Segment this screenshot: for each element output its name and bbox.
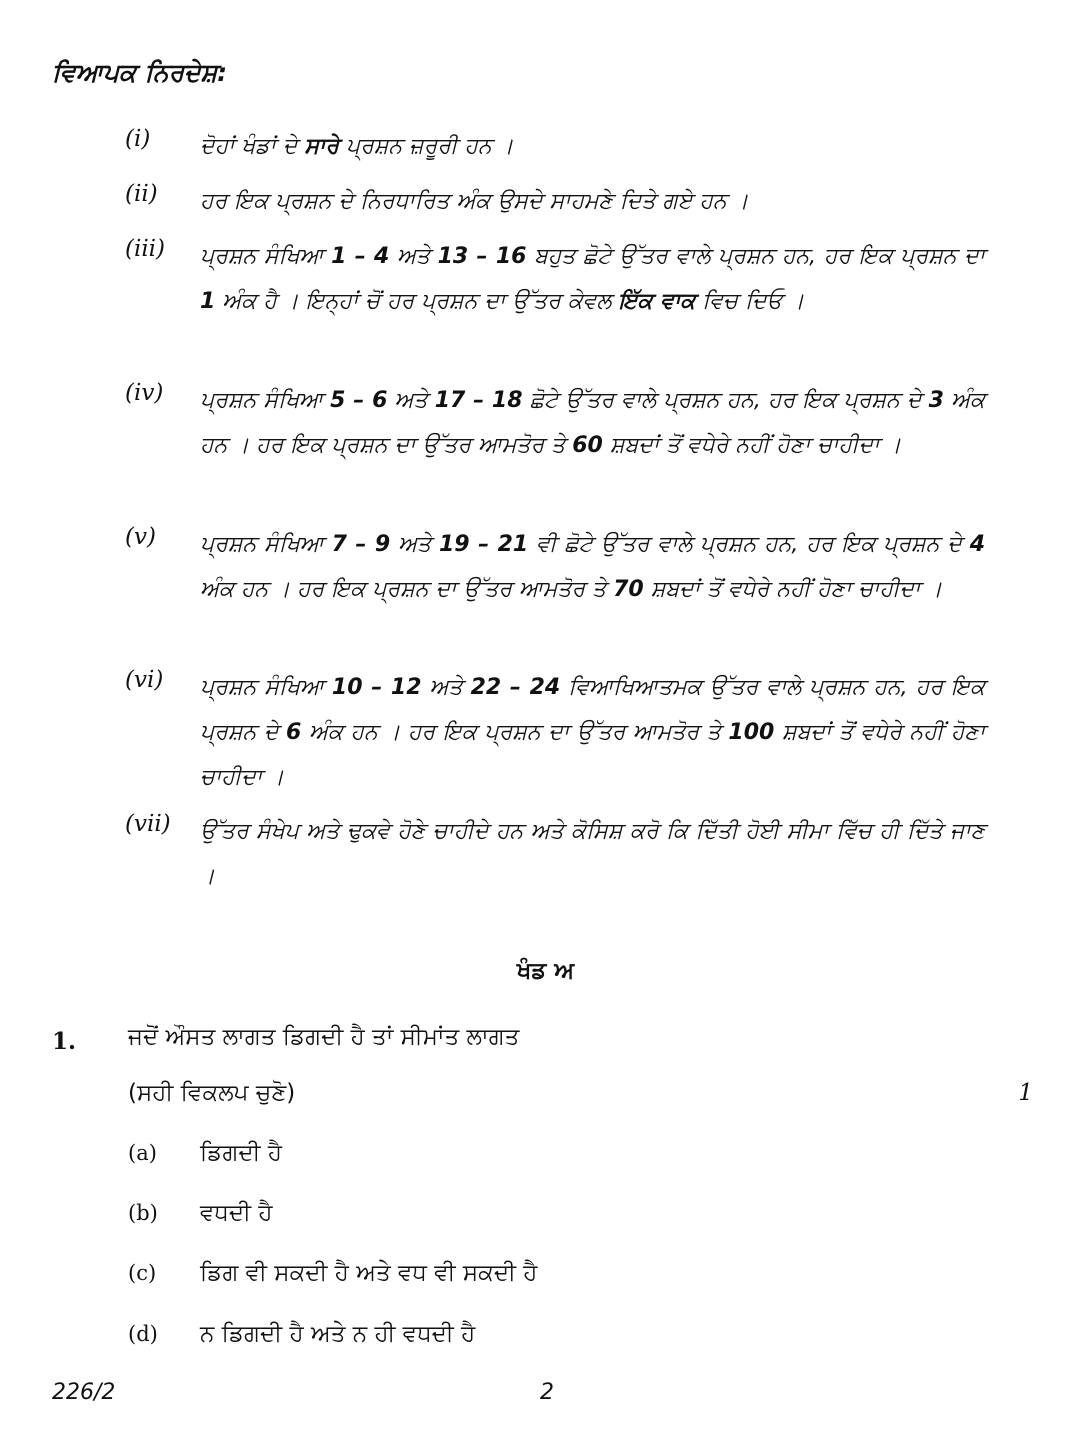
item-number: (iii)	[125, 236, 166, 262]
instruction-item	[125, 522, 985, 612]
option-text: ਡਿਗ ਵੀ ਸਕਦੀ ਹੈ ਅਤੇ ਵਧ ਵੀ ਸਕਦੀ ਹੈ	[200, 1260, 538, 1286]
item-text: ਪ੍ਰਸ਼ਨ ਸੰਖਿਆ 5 – 6 ਅਤੇ 17 – 18 ਛੋਟੇ ਉੱਤਰ ਵਾਲੇ ਪ੍ਰਸ਼ਨ ਹਨ, ਹਰ ਇਕ ਪ੍ਰਸ਼ਨ ਦੇ 3 ਅੰਕ ਹਨ । ਹਰ ਇਕ ਪ੍ਰਸ਼ਨ ਦਾ ਉੱਤਰ ਆਮਤੋਰ ਤੇ 60 ਸ਼ਬਦਾਂ ਤੋਂ ਵਧੇਰੇ ਨਹੀਂ ਹੋਣਾ ਚਾਹੀਦਾ ।	[200, 388, 985, 458]
question-number: 1.	[52, 1028, 77, 1055]
item-text: ਉੱਤਰ ਸੰਖੇਪ ਅਤੇ ਢੁਕਵੇ ਹੋਣੇ ਚਾਹੀਦੇ ਹਨ ਅਤੇ ਕੋਸਿਸ਼ ਕਰੋ ਕਿ ਦਿੱਤੀ ਹੋਈ ਸੀਮਾ ਵਿੱਚ ਹੀ ਦਿੱਤੇ ਜਾਣ ।	[200, 819, 985, 889]
option-text: ਵਧਦੀ ਹੈ	[200, 1200, 273, 1226]
instruction-item	[125, 179, 985, 224]
instruction-item	[125, 378, 985, 468]
instruction-item	[125, 234, 985, 324]
paper-code: 226/2	[52, 1380, 116, 1405]
option-label: (b)	[128, 1201, 158, 1225]
item-text: ਪ੍ਰਸ਼ਨ ਸੰਖਿਆ 10 – 12 ਅਤੇ 22 – 24 ਵਿਆਖਿਆਤਮਕ ਉੱਤਰ ਵਾਲੇ ਪ੍ਰਸ਼ਨ ਹਨ, ਹਰ ਇਕ ਪ੍ਰਸ਼ਨ ਦੇ 6 ਅੰਕ ਹਨ । ਹਰ ਇਕ ਪ੍ਰਸ਼ਨ ਦਾ ਉੱਤਰ ਆਮਤੋਰ ਤੇ 100 ਸ਼ਬਦਾਂ ਤੋਂ ਵਧੇਰੇ ਨਹੀਂ ਹੋਣਾ ਚਾਹੀਦਾ ।	[200, 675, 985, 790]
option-text: ਡਿਗਦੀ ਹੈ	[200, 1140, 282, 1166]
option-label: (c)	[128, 1261, 157, 1285]
instruction-item	[125, 665, 985, 800]
item-number: (vi)	[125, 667, 164, 693]
question-text: ਜਦੋਂ ਔਸਤ ਲਾਗਤ ਡਿਗਦੀ ਹੈ ਤਾਂ ਸੀਮਾਂਤ ਲਾਗਤ	[128, 1024, 520, 1050]
option-label: (d)	[128, 1322, 158, 1346]
question-marks: 1	[1018, 1080, 1033, 1106]
option-text: ਨ ਡਿਗਦੀ ਹੈ ਅਤੇ ਨ ਹੀ ਵਧਦੀ ਹੈ	[200, 1321, 476, 1347]
item-text: ਪ੍ਰਸ਼ਨ ਸੰਖਿਆ 7 – 9 ਅਤੇ 19 – 21 ਵੀ ਛੋਟੇ ਉੱਤਰ ਵਾਲੇ ਪ੍ਰਸ਼ਨ ਹਨ, ਹਰ ਇਕ ਪ੍ਰਸ਼ਨ ਦੇ 4 ਅੰਕ ਹਨ । ਹਰ ਇਕ ਪ੍ਰਸ਼ਨ ਦਾ ਉੱਤਰ ਆਮਤੋਰ ਤੇ 70 ਸ਼ਬਦਾਂ ਤੋਂ ਵਧੇਰੇ ਨਹੀਂ ਹੋਣਾ ਚਾਹੀਦਾ ।	[200, 532, 985, 602]
page-number: 2	[540, 1380, 554, 1405]
option-a	[128, 1140, 282, 1166]
option-c	[128, 1260, 537, 1286]
section-title: ਖੰਡ ਅ	[516, 958, 575, 984]
question-instruction: (ਸਹੀ ਵਿਕਲਪ ਚੁਣੋ)	[128, 1080, 296, 1106]
instructions-heading: ਵਿਆਪਕ ਨਿਰਦੇਸ਼:	[52, 58, 228, 87]
item-number: (ii)	[125, 181, 158, 207]
item-number: (i)	[125, 126, 151, 152]
instruction-item	[125, 809, 985, 899]
item-number: (iv)	[125, 380, 164, 406]
item-text: ਪ੍ਰਸ਼ਨ ਸੰਖਿਆ 1 – 4 ਅਤੇ 13 – 16 ਬਹੁਤ ਛੋਟੇ ਉੱਤਰ ਵਾਲੇ ਪ੍ਰਸ਼ਨ ਹਨ, ਹਰ ਇਕ ਪ੍ਰਸ਼ਨ ਦਾ 1 ਅੰਕ ਹੈ । ਇਨ੍ਹਾਂ ਚੋਂ ਹਰ ਪ੍ਰਸ਼ਨ ਦਾ ਉੱਤਰ ਕੇਵਲ ਇੱਕ ਵਾਕ ਵਿਚ ਦਿਓ ।	[200, 244, 985, 314]
item-text: ਦੋਹਾਂ ਖੰਡਾਂ ਦੇ ਸਾਰੇ ਪ੍ਰਸ਼ਨ ਜ਼ਰੂਰੀ ਹਨ ।	[200, 134, 514, 159]
option-b	[128, 1200, 272, 1226]
instruction-item	[125, 124, 985, 169]
item-text: ਹਰ ਇਕ ਪ੍ਰਸ਼ਨ ਦੇ ਨਿਰਧਾਰਿਤ ਅੰਕ ਉਸਦੇ ਸਾਹਮਣੇ ਦਿਤੇ ਗਏ ਹਨ ।	[200, 189, 749, 214]
item-number: (v)	[125, 524, 156, 550]
item-number: (vii)	[125, 811, 171, 837]
option-label: (a)	[128, 1141, 157, 1165]
option-d	[128, 1321, 475, 1347]
